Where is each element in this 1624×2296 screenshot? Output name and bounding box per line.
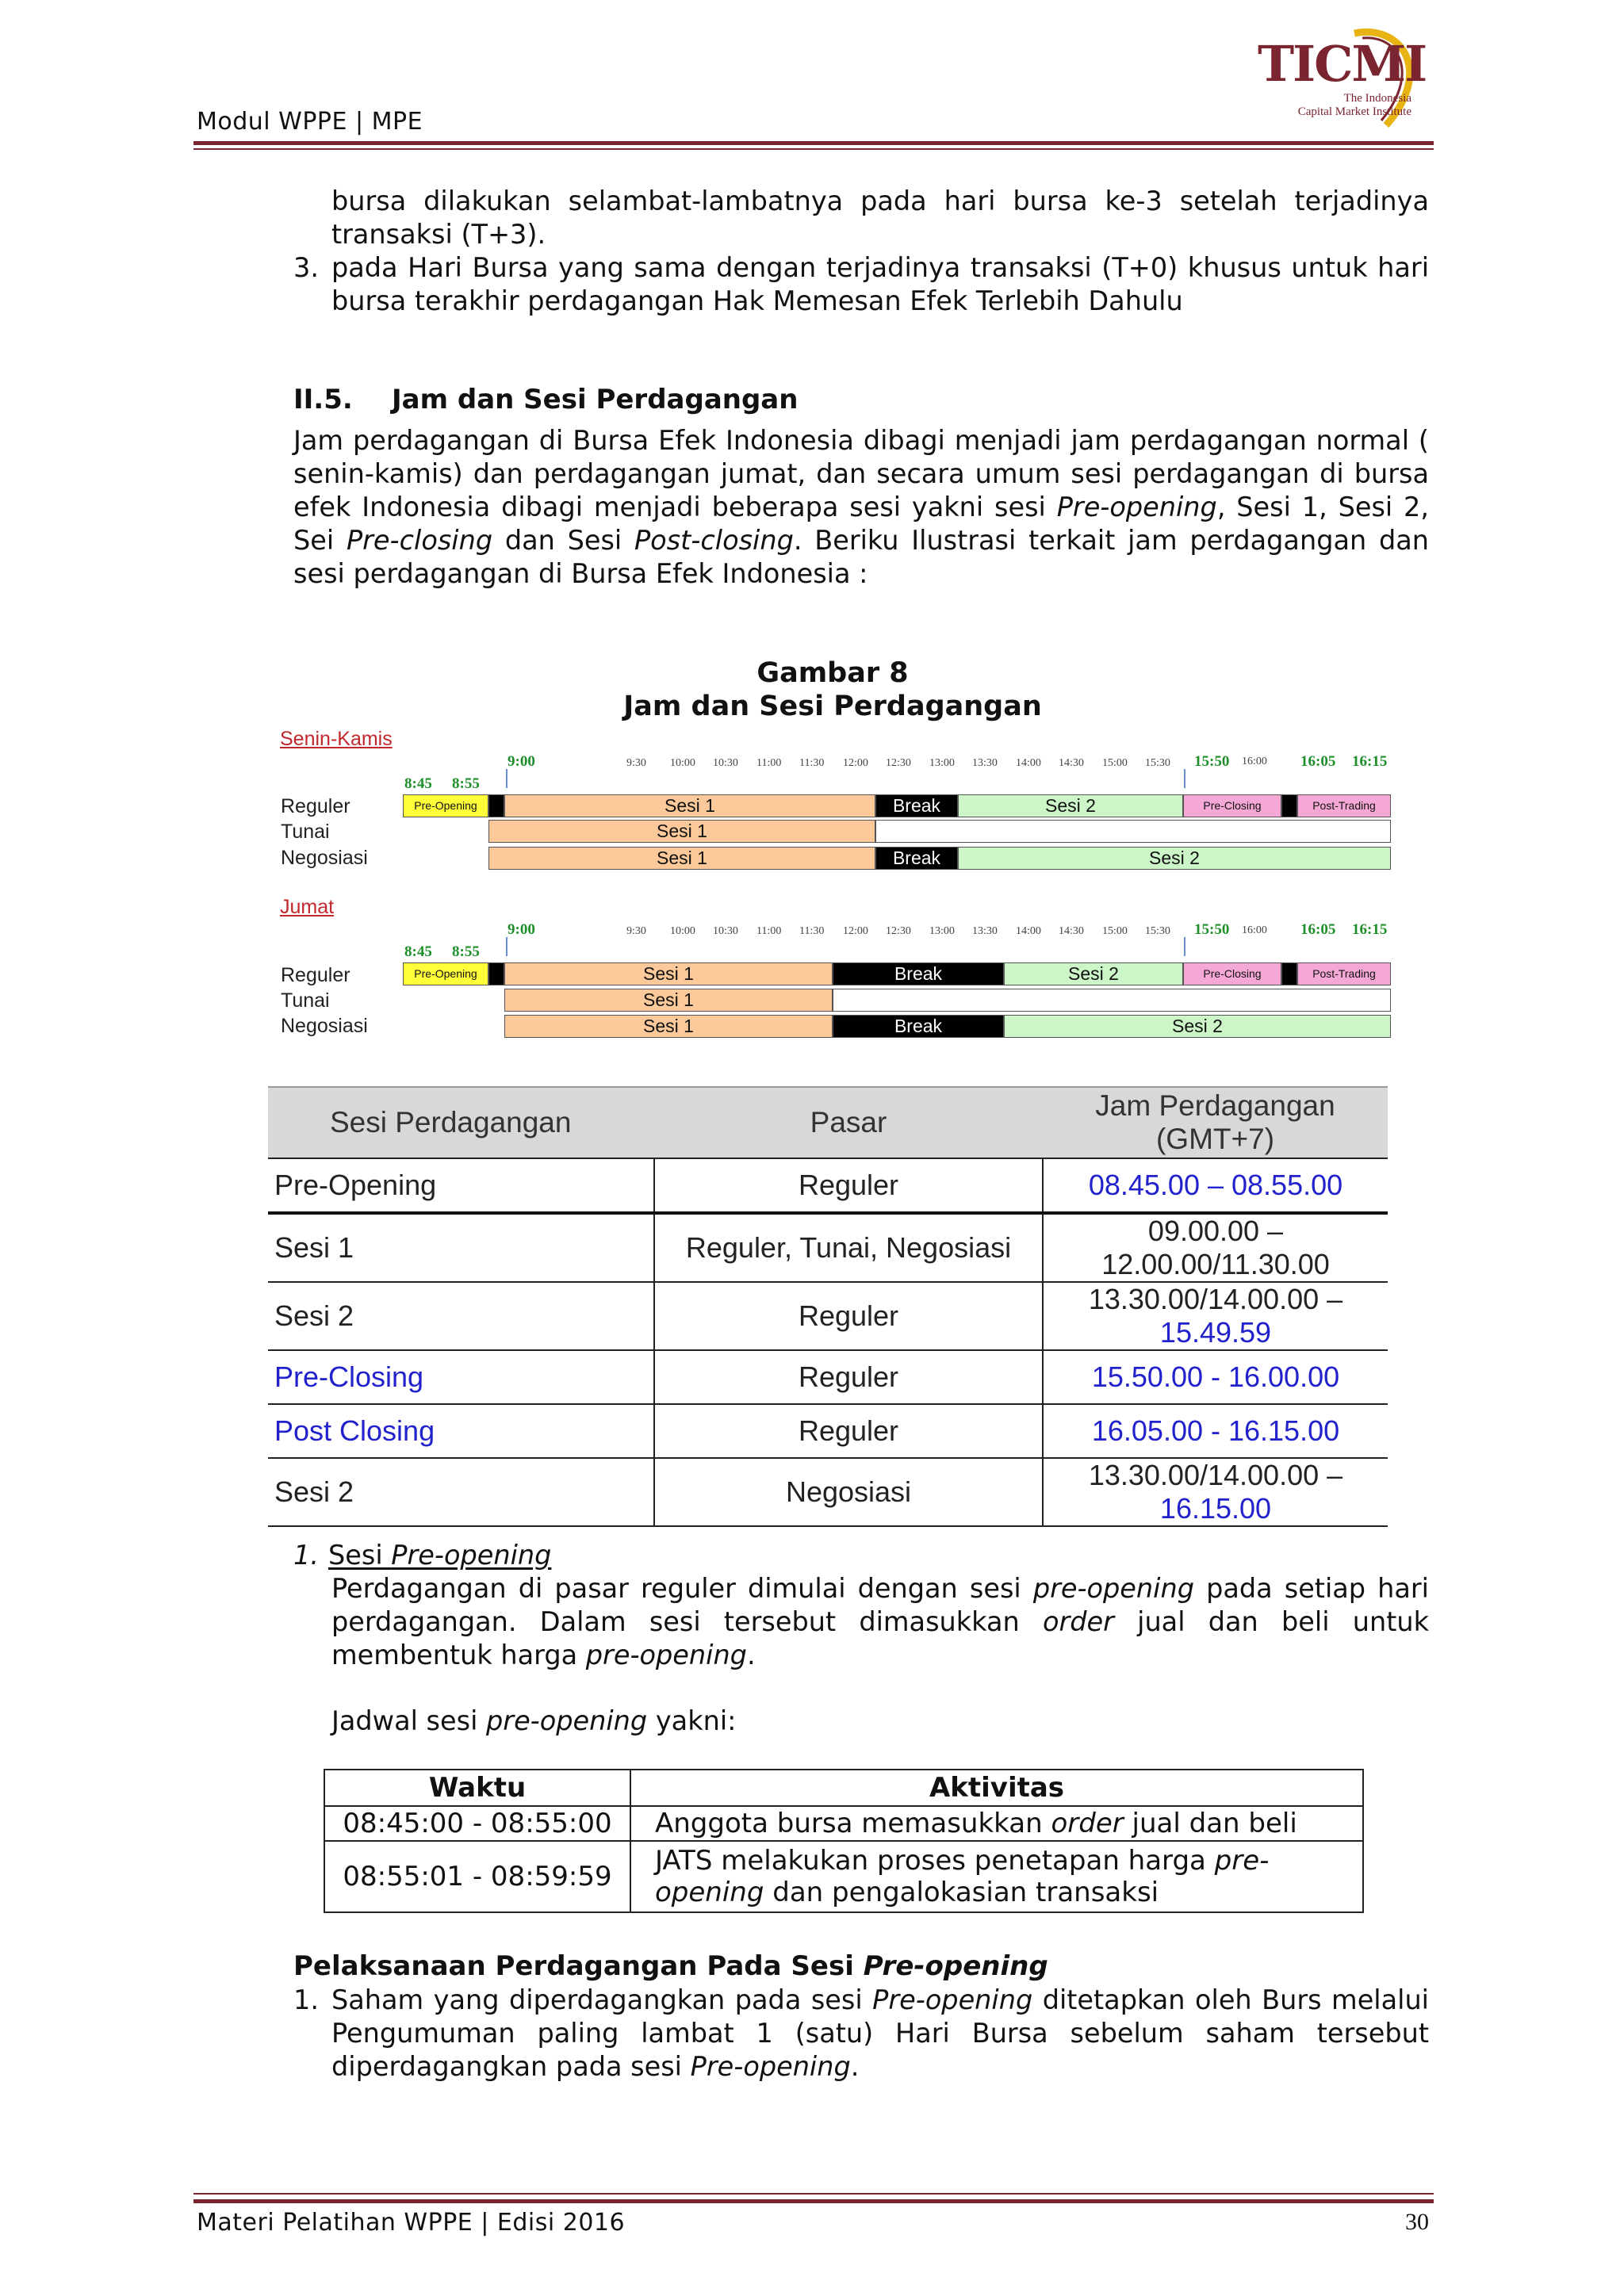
segment-gap <box>488 962 504 985</box>
preopening-schedule-table <box>324 1769 1364 1913</box>
segment-gap <box>1281 794 1297 817</box>
cell-pasar: Reguler <box>654 1350 1043 1404</box>
segment-sesi2: Sesi 2 <box>958 794 1183 817</box>
row-label-reguler: Reguler <box>281 964 350 986</box>
time-tick: 10:30 <box>713 925 738 937</box>
time-tick: 9:30 <box>626 757 646 769</box>
cell-aktivitas: Anggota bursa memasukkan order jual dan beli <box>630 1806 1363 1841</box>
time-tick: 12:30 <box>886 925 911 937</box>
header-sesi: Sesi Perdagangan <box>268 1087 654 1158</box>
time-tick: 9:30 <box>626 925 646 937</box>
segment-break: Break <box>833 962 1004 985</box>
segment-post-trading: Post-Trading <box>1297 962 1391 985</box>
day-label-jumat: Jumat <box>280 896 335 918</box>
table-row <box>324 1841 1363 1912</box>
cell-waktu: 08:55:01 - 08:59:59 <box>324 1841 630 1912</box>
table-row <box>268 1282 1388 1350</box>
table-row <box>324 1806 1363 1841</box>
footer-rule <box>193 2199 1434 2203</box>
timeline-figure <box>0 0 1624 1062</box>
cell-aktivitas: JATS melakukan proses penetapan harga pre-opening dan pengalokasian transaksi <box>630 1841 1363 1912</box>
segment-sesi2: Sesi 2 <box>1004 962 1183 985</box>
time-tick: 13:00 <box>929 925 955 937</box>
time-tick: 10:00 <box>670 757 695 769</box>
segment-gap <box>488 794 504 817</box>
session-table <box>268 1086 1388 1527</box>
time-tick: 14:30 <box>1059 757 1084 769</box>
row-label-tunai: Tunai <box>281 821 330 843</box>
time-tick: 11:30 <box>799 925 825 937</box>
cell-pasar: Reguler <box>654 1404 1043 1458</box>
list-item-text: Saham yang diperdagangkan pada sesi Pre-opening ditetapkan oleh Burs melalui Pengumuman paling lambat 1 (satu) Hari Bursa sebelum saham tersebut diperdagangkan pada sesi Pre-opening. <box>331 1984 1429 2082</box>
time-tick: 12:00 <box>843 925 868 937</box>
time-tick: 14:00 <box>1016 757 1041 769</box>
cell-jam: 15.50.00 - 16.00.00 <box>1043 1350 1388 1404</box>
segment-pre-closing: Pre-Closing <box>1183 794 1281 817</box>
segment-post-trading: Post-Trading <box>1297 794 1391 817</box>
cell-pasar: Negosiasi <box>654 1458 1043 1526</box>
marker-arrow <box>1184 769 1185 788</box>
segment-break: Break <box>875 847 958 870</box>
segment-sesi1: Sesi 1 <box>504 962 833 985</box>
time-tick: 15:00 <box>1102 925 1128 937</box>
figure-number: Gambar 8 <box>756 657 909 689</box>
table-header-row <box>324 1770 1363 1806</box>
row-label-negosiasi: Negosiasi <box>281 1015 368 1037</box>
header-title: Modul WPPE | MPE <box>197 108 423 136</box>
cell-sesi: Pre-Opening <box>268 1158 654 1213</box>
time-845: 8:45 <box>404 943 432 960</box>
time-1550: 15:50 <box>1194 753 1230 770</box>
page-number: 30 <box>1405 2209 1429 2235</box>
segment-sesi2: Sesi 2 <box>1004 1015 1391 1038</box>
header-pasar: Pasar <box>654 1087 1043 1158</box>
cell-sesi: Sesi 1 <box>268 1213 654 1282</box>
segment-sesi1: Sesi 1 <box>488 847 875 870</box>
time-1615: 16:15 <box>1352 921 1388 938</box>
cell-sesi: Post Closing <box>268 1404 654 1458</box>
segment-sesi1: Sesi 1 <box>504 1015 833 1038</box>
cell-sesi: Sesi 2 <box>268 1458 654 1526</box>
marker-arrow <box>506 937 508 956</box>
cell-pasar: Reguler, Tunai, Negosiasi <box>654 1213 1043 1282</box>
table-row <box>268 1158 1388 1213</box>
list-number: 1. <box>293 1984 319 2015</box>
cell-sesi: Sesi 2 <box>268 1282 654 1350</box>
section-number: II.5. <box>293 384 353 415</box>
day-label-senin-kamis: Senin-Kamis <box>280 728 393 750</box>
segment-pre-opening: Pre-Opening <box>403 794 488 817</box>
marker-arrow <box>1184 937 1185 956</box>
cell-pasar: Reguler <box>654 1282 1043 1350</box>
cell-jam: 16.05.00 - 16.15.00 <box>1043 1404 1388 1458</box>
list-number: 3. <box>293 252 319 283</box>
subheading: Pelaksanaan Perdagangan Pada Sesi Pre-opening <box>293 1950 1048 1982</box>
list-item-text: pada Hari Bursa yang sama dengan terjadinya transaksi (T+0) khusus untuk hari bursa terakhir perdagangan Hak Memesan Efek Terlebih Dahulu <box>331 252 1429 316</box>
figure-title: Jam dan Sesi Perdagangan <box>623 691 1042 722</box>
segment-empty <box>833 989 1391 1012</box>
schedule-intro: Jadwal sesi pre-opening yakni: <box>331 1705 737 1736</box>
time-tick: 12:00 <box>843 757 868 769</box>
footer-rule-thin <box>193 2193 1434 2195</box>
time-tick: 11:30 <box>799 757 825 769</box>
table-row <box>268 1458 1388 1526</box>
cell-jam: 13.30.00/14.00.00 – 15.49.59 <box>1043 1282 1388 1350</box>
time-tick: 10:30 <box>713 757 738 769</box>
time-tick: 13:30 <box>972 757 998 769</box>
row-label-negosiasi: Negosiasi <box>281 847 368 869</box>
section-title: Jam dan Sesi Perdagangan <box>392 384 799 415</box>
cell-jam: 08.45.00 – 08.55.00 <box>1043 1158 1388 1213</box>
header-waktu: Waktu <box>324 1770 630 1806</box>
time-tick: 10:00 <box>670 925 695 937</box>
time-tick: 15:30 <box>1145 925 1170 937</box>
time-tick: 14:30 <box>1059 925 1084 937</box>
cell-sesi: Pre-Closing <box>268 1350 654 1404</box>
time-855: 8:55 <box>452 775 480 792</box>
cell-jam: 09.00.00 – 12.00.00/11.30.00 <box>1043 1213 1388 1282</box>
time-tick: 13:30 <box>972 925 998 937</box>
list-number: 1. <box>293 1540 319 1571</box>
row-label-tunai: Tunai <box>281 989 330 1012</box>
table-row <box>268 1350 1388 1404</box>
time-1605: 16:05 <box>1300 921 1336 938</box>
time-900: 9:00 <box>508 753 535 770</box>
tick-1600: 16:00 <box>1242 756 1267 767</box>
segment-sesi1: Sesi 1 <box>488 820 875 843</box>
segment-empty <box>875 820 1391 843</box>
header-aktivitas: Aktivitas <box>630 1770 1363 1806</box>
row-label-reguler: Reguler <box>281 795 350 817</box>
marker-arrow <box>506 769 508 788</box>
time-845: 8:45 <box>404 775 432 792</box>
time-1605: 16:05 <box>1300 753 1336 770</box>
cell-waktu: 08:45:00 - 08:55:00 <box>324 1806 630 1841</box>
time-tick: 12:30 <box>886 757 911 769</box>
segment-gap <box>1281 962 1297 985</box>
time-tick: 13:00 <box>929 757 955 769</box>
time-855: 8:55 <box>452 943 480 960</box>
section-paragraph: Jam perdagangan di Bursa Efek Indonesia dibagi menjadi jam perdagangan normal ( senin-kamis) dan perdagangan jumat, dan secara umum sesi perdagangan di bursa efek Indonesia dibagi menjadi beberapa sesi yakni sesi Pre-opening, Sesi 1, Sesi 2, Sei Pre-closing dan Sesi Post-closing. Beriku Ilustrasi terkait jam perdagangan dan sesi perdagangan di Bursa Efek Indonesia : <box>293 425 1429 589</box>
continued-paragraph: bursa dilakukan selambat-lambatnya pada hari bursa ke-3 setelah terjadinya transaksi (T+3). <box>331 186 1429 250</box>
segment-break: Break <box>833 1015 1004 1038</box>
segment-sesi1: Sesi 1 <box>504 794 875 817</box>
segment-sesi1: Sesi 1 <box>504 989 833 1012</box>
segment-break: Break <box>875 794 958 817</box>
segment-sesi2: Sesi 2 <box>958 847 1391 870</box>
header-jam: Jam Perdagangan (GMT+7) <box>1043 1087 1388 1158</box>
segment-pre-closing: Pre-Closing <box>1183 962 1281 985</box>
list-item-paragraph: Perdagangan di pasar reguler dimulai dengan sesi pre-opening pada setiap hari perdagangan. Dalam sesi tersebut dimasukkan order jual dan beli untuk membentuk harga pre-opening. <box>331 1573 1429 1670</box>
time-tick: 14:00 <box>1016 925 1041 937</box>
time-1615: 16:15 <box>1352 753 1388 770</box>
list-item-title: Sesi Pre-opening <box>328 1540 552 1571</box>
footer-text: Materi Pelatihan WPPE | Edisi 2016 <box>197 2209 626 2237</box>
table-row <box>268 1213 1388 1282</box>
time-1550: 15:50 <box>1194 921 1230 938</box>
segment-pre-opening: Pre-Opening <box>403 962 488 985</box>
tick-1600: 16:00 <box>1242 924 1267 936</box>
time-900: 9:00 <box>508 921 535 938</box>
time-tick: 11:00 <box>756 925 782 937</box>
logo-subtitle: The Indonesia Capital Market Institute <box>1297 92 1411 118</box>
cell-jam: 13.30.00/14.00.00 – 16.15.00 <box>1043 1458 1388 1526</box>
time-tick: 11:00 <box>756 757 782 769</box>
time-tick: 15:30 <box>1145 757 1170 769</box>
table-header-row <box>268 1087 1388 1158</box>
logo-text: TICMI <box>1258 35 1427 93</box>
table-row <box>268 1404 1388 1458</box>
time-tick: 15:00 <box>1102 757 1128 769</box>
cell-pasar: Reguler <box>654 1158 1043 1213</box>
